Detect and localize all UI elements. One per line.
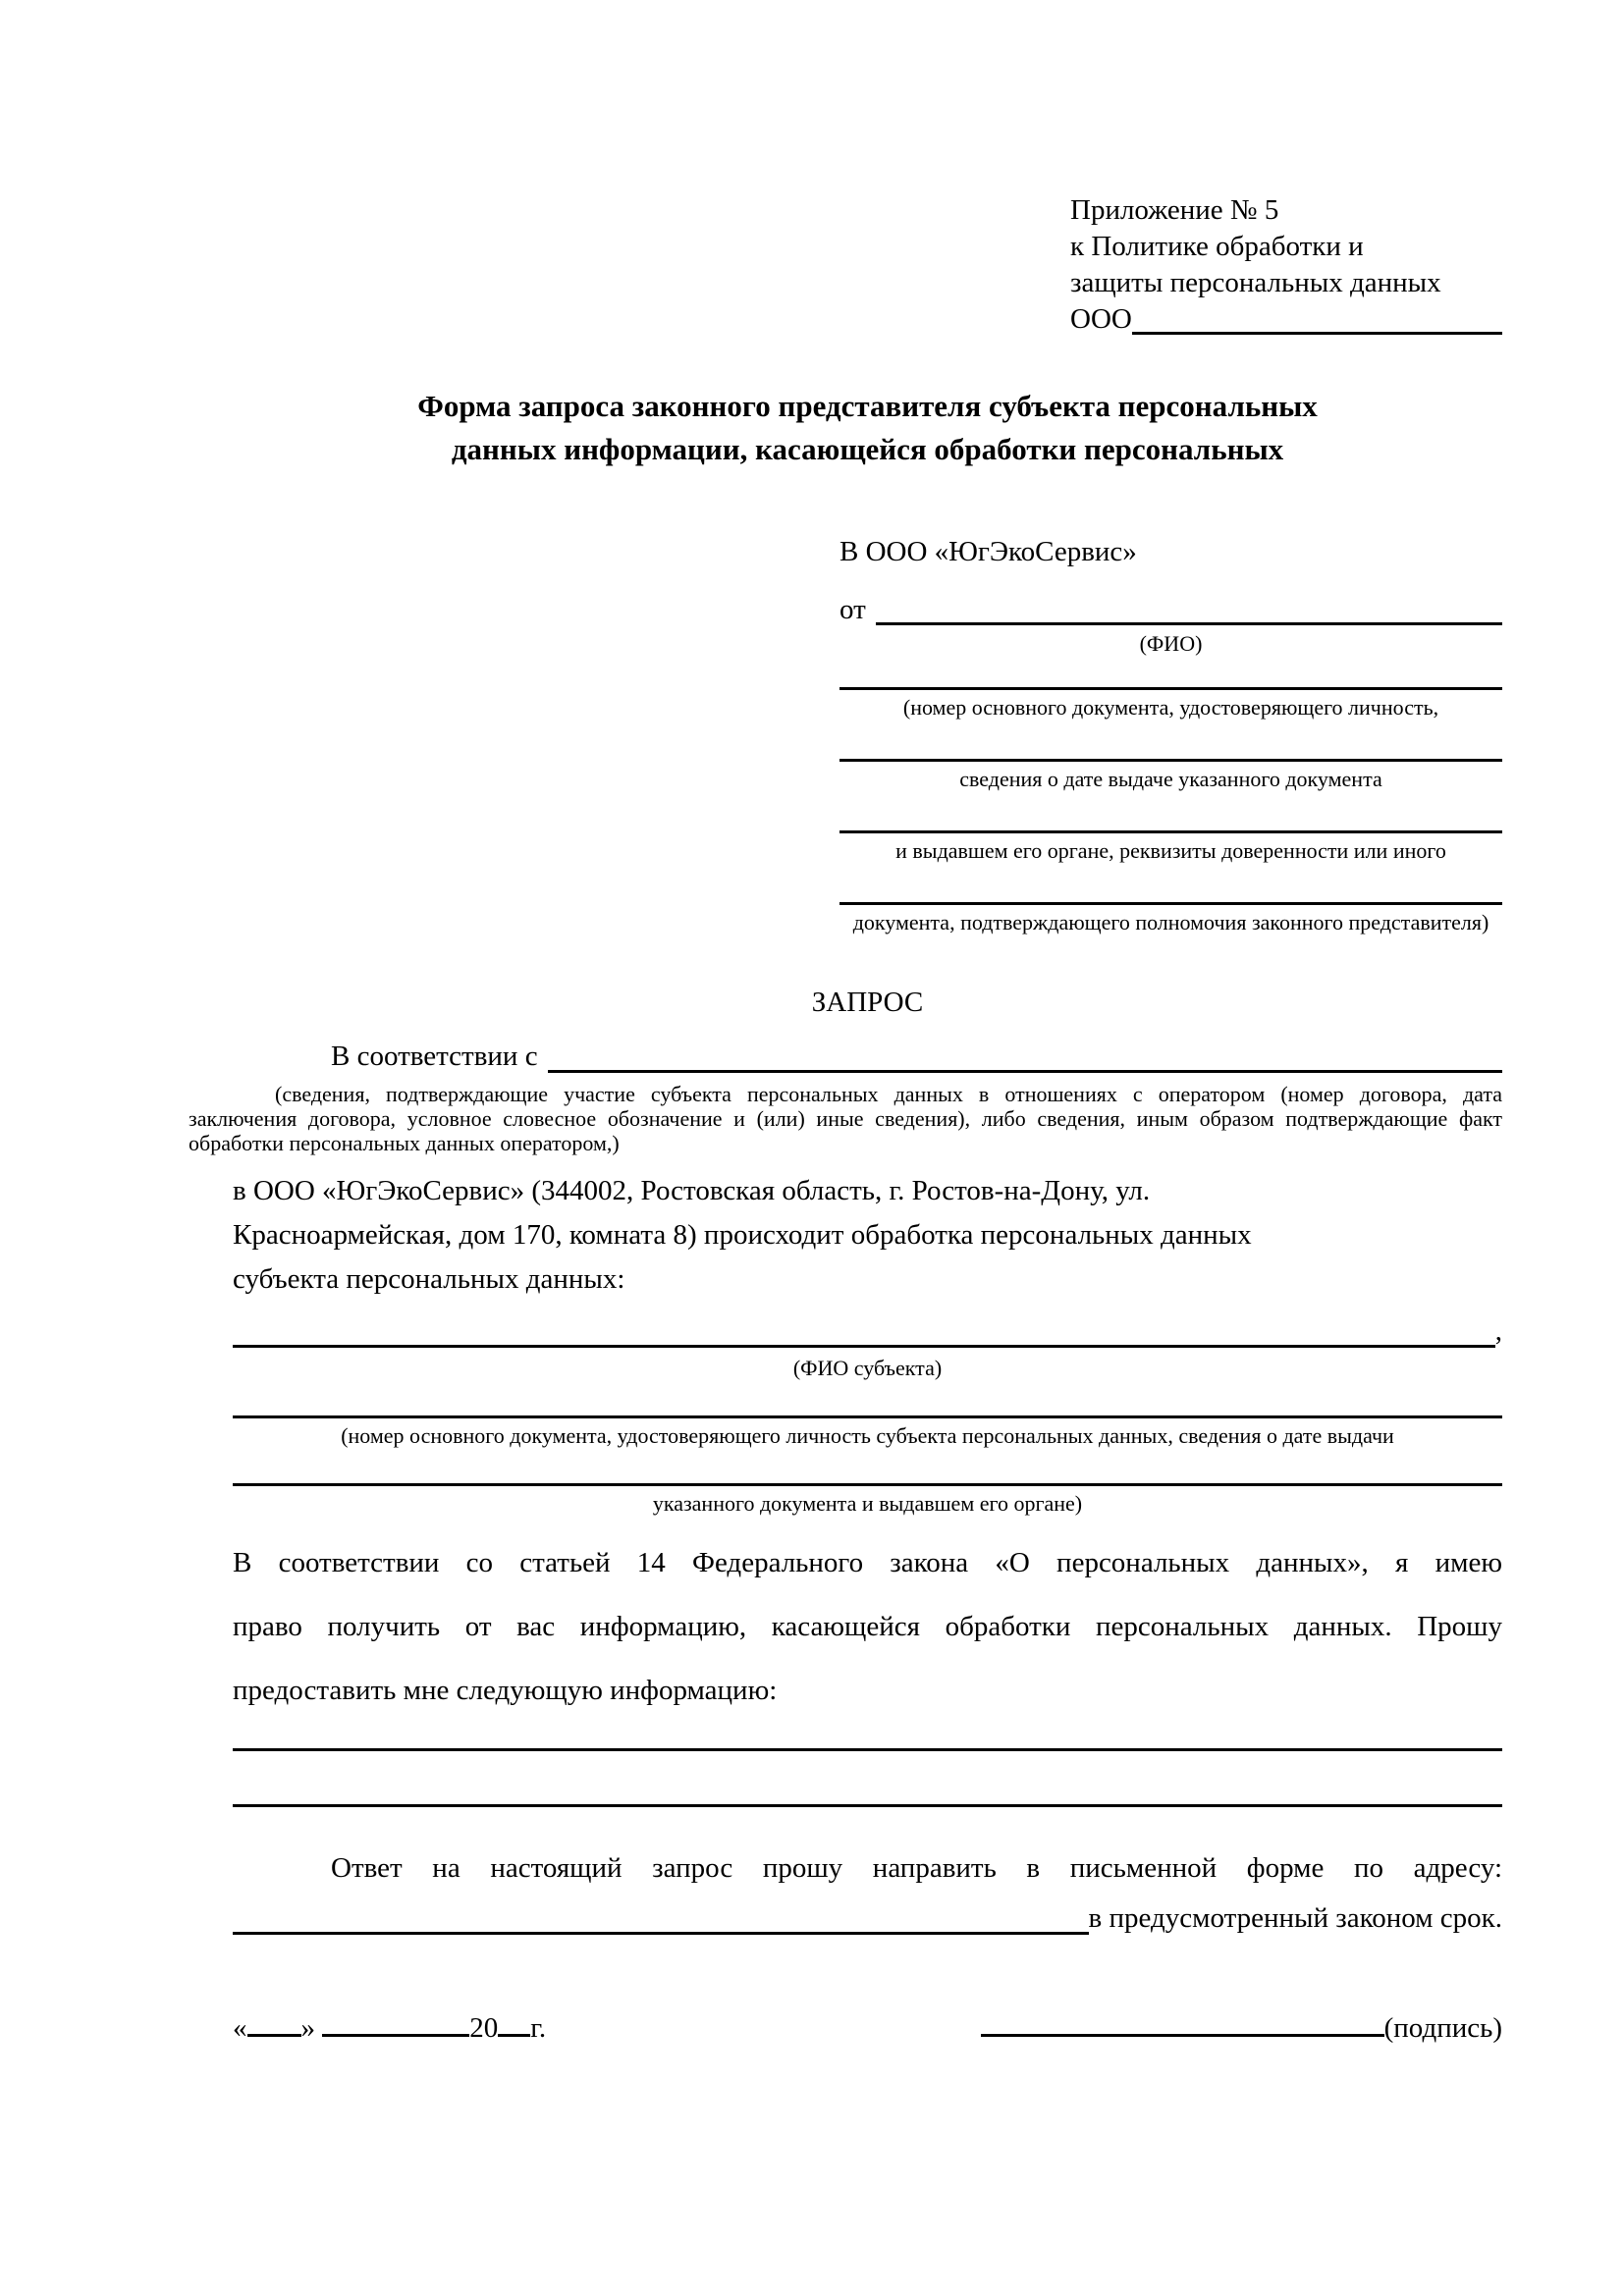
rep-doc-line-2 <box>839 759 1502 762</box>
accordance-caption-line-1: (сведения, подтверждающие участие субъекта персональных данных в отношениях с оператором (номер договора, дата <box>275 1082 1502 1106</box>
signature-blank-line <box>981 2014 1384 2037</box>
subject-doc-line-2 <box>233 1483 1502 1486</box>
operator-paragraph-line-1: в ООО «ЮгЭкоСервис» (344002, Ростовская область, г. Ростов-на-Дону, ул. <box>233 1175 1151 1206</box>
appendix-ooo-row <box>1070 301 1502 338</box>
sign-group <box>981 2008 1502 2048</box>
rep-doc-line-1 <box>839 687 1502 690</box>
form-title-line-1: Форма запроса законного представителя субъекта персональных <box>417 389 1318 423</box>
operator-paragraph-line-2: Красноармейская, дом 170, комната 8) происходит обработка персональных данных <box>233 1219 1252 1251</box>
operator-paragraph <box>233 1169 1502 1302</box>
address-blank-line <box>233 1898 1089 1935</box>
operator-paragraph-line-3: субъекта персональных данных: <box>233 1263 625 1295</box>
ooo-label: ООО <box>1070 303 1132 335</box>
recipient-org: В ООО «ЮгЭкоСервис» <box>839 536 1137 567</box>
response-tail: в предусмотренный законом срок. <box>1088 1902 1502 1934</box>
rep-doc-line-3 <box>839 830 1502 833</box>
signature-row <box>233 2008 1502 2048</box>
signature-caption: (подпись) <box>1383 2012 1502 2044</box>
accordance-caption <box>189 1082 1502 1155</box>
subject-blank-row <box>233 1311 1502 1351</box>
close-quote: » <box>300 2012 315 2044</box>
form-title-line-2: данных информации, касающейся обработки персональных <box>451 432 1284 466</box>
address-row <box>233 1898 1502 1938</box>
rep-doc-caption-3: и выдавшем его органе, реквизиты доверенности или иного <box>895 838 1446 863</box>
info-blank-line-2 <box>233 1804 1502 1807</box>
law-paragraph <box>233 1531 1502 1723</box>
appendix-line-1: Приложение № 5 <box>1070 194 1279 226</box>
law-paragraph-line-1: В соответствии со статьей 14 Федерального закона «О персональных данных», я имею <box>233 1547 1502 1578</box>
subject-blank-line <box>233 1311 1495 1348</box>
accordance-caption-line-2: заключения договора, условное словесное обозначение и (или) иные сведения), либо сведения, иным образом подтверждающие факт <box>189 1106 1502 1131</box>
open-quote: « <box>233 2012 247 2044</box>
accordance-label: В соответствии с <box>331 1041 538 1072</box>
info-blank-line-1 <box>233 1748 1502 1751</box>
response-paragraph: Ответ на настоящий запрос прошу направить в письменной форме по адресу: <box>331 1852 1502 1884</box>
subject-fio-caption: (ФИО субъекта) <box>792 1356 943 1380</box>
rep-doc-caption-4: документа, подтверждающего полномочия законного представителя) <box>852 910 1489 934</box>
subject-doc-caption-1: (номер основного документа, удостоверяющего личность субъекта персональных данных, сведения о дате выдачи <box>341 1423 1394 1448</box>
accordance-blank-line <box>548 1037 1502 1073</box>
rep-doc-caption-1: (номер основного документа, удостоверяющего личность, <box>902 695 1439 720</box>
appendix-line-3: защиты персональных данных <box>1070 267 1441 298</box>
subject-doc-line-1 <box>233 1415 1502 1418</box>
day-blank-line <box>247 2014 301 2037</box>
month-blank-line <box>322 2014 469 2037</box>
date-group <box>233 2008 546 2048</box>
subject-comma: , <box>1494 1315 1502 1347</box>
law-paragraph-line-2: право получить от вас информацию, касающейся обработки персональных данных. Прошу <box>233 1611 1502 1642</box>
accordance-row <box>233 1037 1502 1076</box>
appendix-block <box>1070 192 1502 338</box>
form-title <box>233 385 1502 471</box>
from-row <box>839 592 1502 628</box>
year-blank-line <box>498 2014 530 2037</box>
accordance-caption-line-3: обработки персональных данных оператором,) <box>189 1131 620 1155</box>
rep-doc-line-4 <box>839 902 1502 905</box>
appendix-line-2: к Политике обработки и <box>1070 231 1364 262</box>
recipient-block <box>839 534 1502 934</box>
from-label: от <box>839 594 866 625</box>
year-suffix: г. <box>530 2012 547 2044</box>
law-paragraph-line-3: предоставить мне следующую информацию: <box>233 1675 778 1706</box>
fio-caption: (ФИО) <box>1139 631 1203 656</box>
year-prefix: 20 <box>469 2012 499 2044</box>
from-blank-line <box>876 592 1502 625</box>
request-heading: ЗАПРОС <box>811 987 924 1018</box>
ooo-blank-line <box>1132 301 1502 335</box>
rep-doc-caption-2: сведения о дате выдаче указанного документа <box>959 767 1382 791</box>
subject-doc-caption-2: указанного документа и выдавшем его органе) <box>652 1491 1083 1516</box>
